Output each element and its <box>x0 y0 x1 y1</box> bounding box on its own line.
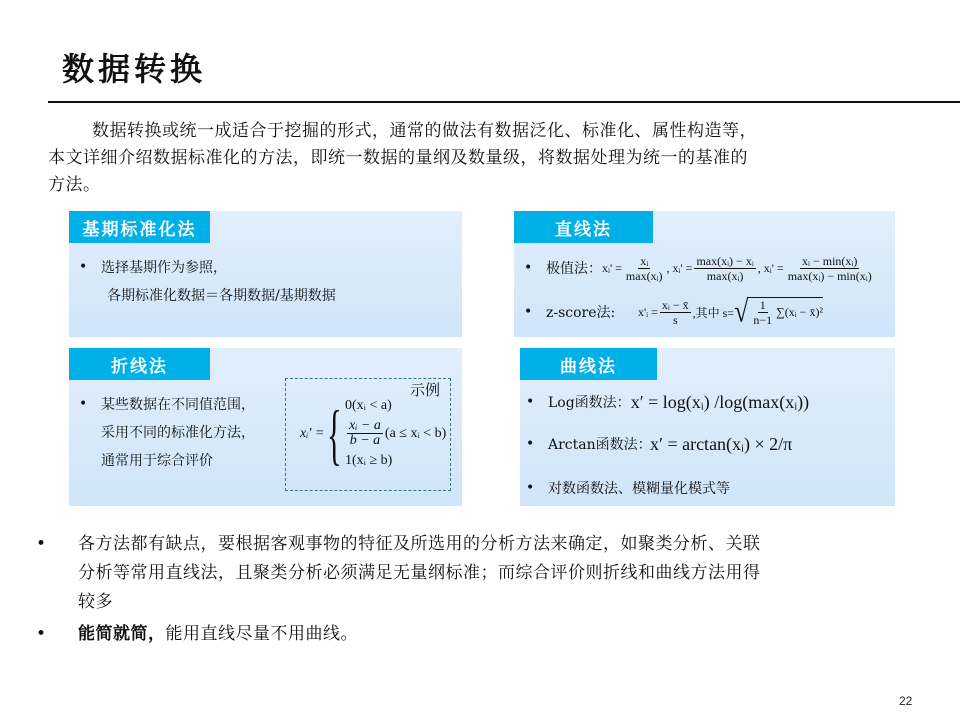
bullet-icon: • <box>526 394 535 410</box>
zscore-sqrt-num: 1 <box>759 298 766 312</box>
summary-1-line-1: 各方法都有缺点，要根据客观事物的特征及所选用的分析方法来确定，如聚类分析、关联 <box>78 534 761 554</box>
minmax-f2-num: max(xᵢ) − xᵢ <box>696 253 754 268</box>
title-rule <box>48 101 960 103</box>
brace-icon: { <box>327 395 343 472</box>
card-curve <box>520 348 895 506</box>
card-header-linear: 直线法 <box>514 211 653 243</box>
minmax-f3-num: xᵢ − min(xᵢ) <box>802 253 858 268</box>
card-piecewise <box>69 348 462 506</box>
log-formula: x′ = log(xᵢ) /log(max(xᵢ)) <box>630 391 810 412</box>
card-linear <box>514 211 895 337</box>
arctan-label: Arctan函数法： <box>548 437 652 453</box>
bullet-icon: • <box>524 304 533 320</box>
summary-2-rest: 能用直线尽量不用曲线。 <box>165 624 358 644</box>
zscore-lhs: x'ᵢ = <box>638 304 658 319</box>
card-header-base-period: 基期标准化法 <box>69 211 210 243</box>
slide-title: 数据转换 <box>62 50 207 88</box>
piecewise-line-1: 某些数据在不同值范围， <box>101 397 255 413</box>
summary-1-line-3: 较多 <box>78 592 113 612</box>
bullet-icon: • <box>524 260 533 276</box>
base-period-formula: 各期标准化数据＝各期数据/基期数据 <box>107 288 336 304</box>
base-period-bullet: 选择基期作为参照， <box>101 260 227 276</box>
zscore-sqrt-den: n−1 <box>753 313 773 327</box>
summary-bullet-1 <box>36 530 926 617</box>
intro-paragraph <box>48 118 908 199</box>
intro-line-2: 本文详细介绍数据标准化的方法，即统一数据的量纲及数量级，将数据处理为统一的基准的 <box>48 148 748 168</box>
minmax-f1-num: xᵢ <box>640 253 649 268</box>
zscore-num: xᵢ − x̄ <box>661 297 689 312</box>
minmax-label: 极值法： <box>546 261 602 277</box>
minmax-f1-den: max(xᵢ) <box>625 268 663 283</box>
piecewise-case-1: 0(xᵢ < a) <box>345 398 392 413</box>
bullet-icon: • <box>526 480 535 496</box>
piecewise-line-2: 采用不同的标准化方法， <box>101 425 255 441</box>
summary-1-line-2: 分析等常用直线法，且聚类分析必须满足无量纲标准；而综合评价则折线和曲线方法用得 <box>78 563 761 583</box>
minmax-f2-den: max(xᵢ) <box>706 268 744 283</box>
sqrt-icon: √ <box>734 294 749 329</box>
piecewise-line-3: 通常用于综合评价 <box>101 453 213 469</box>
summary-bullets <box>36 530 926 649</box>
arctan-formula: x′ = arctan(xᵢ) × 2/π <box>650 433 793 454</box>
log-label: Log函数法： <box>548 395 631 411</box>
zscore-where: ,其中 s= <box>692 305 735 320</box>
example-box <box>285 378 451 491</box>
minmax-f3-den: max(xᵢ) − min(xᵢ) <box>787 268 872 283</box>
minmax-f1-lhs: xᵢ' = <box>602 260 622 275</box>
summary-bullet-2 <box>36 620 926 649</box>
minmax-f2-lhs: , xᵢ' = <box>666 260 693 275</box>
piecewise-lhs: xᵢ' = <box>300 425 325 441</box>
intro-line-3: 方法。 <box>48 175 101 195</box>
card-base-period <box>69 211 462 337</box>
piecewise-formula <box>300 395 446 472</box>
piecewise-case-2-num: xᵢ − a <box>349 418 381 433</box>
curve-other: 对数函数法、模糊量化模式等 <box>548 481 730 497</box>
example-label: 示例 <box>409 381 440 399</box>
zscore-formula <box>638 294 824 329</box>
zscore-label: z-score法: <box>546 305 616 321</box>
piecewise-case-2-den: b − a <box>349 433 381 448</box>
piecewise-case-3: 1(xᵢ ≥ b) <box>345 453 393 468</box>
bullet-icon: • <box>36 534 47 554</box>
card-header-curve: 曲线法 <box>520 348 657 380</box>
minmax-formula <box>602 254 876 283</box>
bullet-icon: • <box>36 624 47 644</box>
zscore-sum: ∑(xᵢ − x̄)² <box>776 305 824 319</box>
intro-line-1: 数据转换或统一成适合于挖掘的形式，通常的做法有数据泛化、标准化、属性构造等， <box>92 121 757 141</box>
bullet-icon: • <box>79 396 88 412</box>
minmax-f3-lhs: , xᵢ' = <box>757 260 784 275</box>
summary-2-bold: 能简就简， <box>78 624 166 644</box>
piecewise-case-2-cond: (a ≤ xᵢ < b) <box>384 425 447 441</box>
card-header-piecewise: 折线法 <box>69 348 210 380</box>
bullet-icon: • <box>526 436 535 452</box>
page-number: 22 <box>899 694 913 708</box>
zscore-den: s <box>672 312 678 327</box>
bullet-icon: • <box>79 259 88 275</box>
